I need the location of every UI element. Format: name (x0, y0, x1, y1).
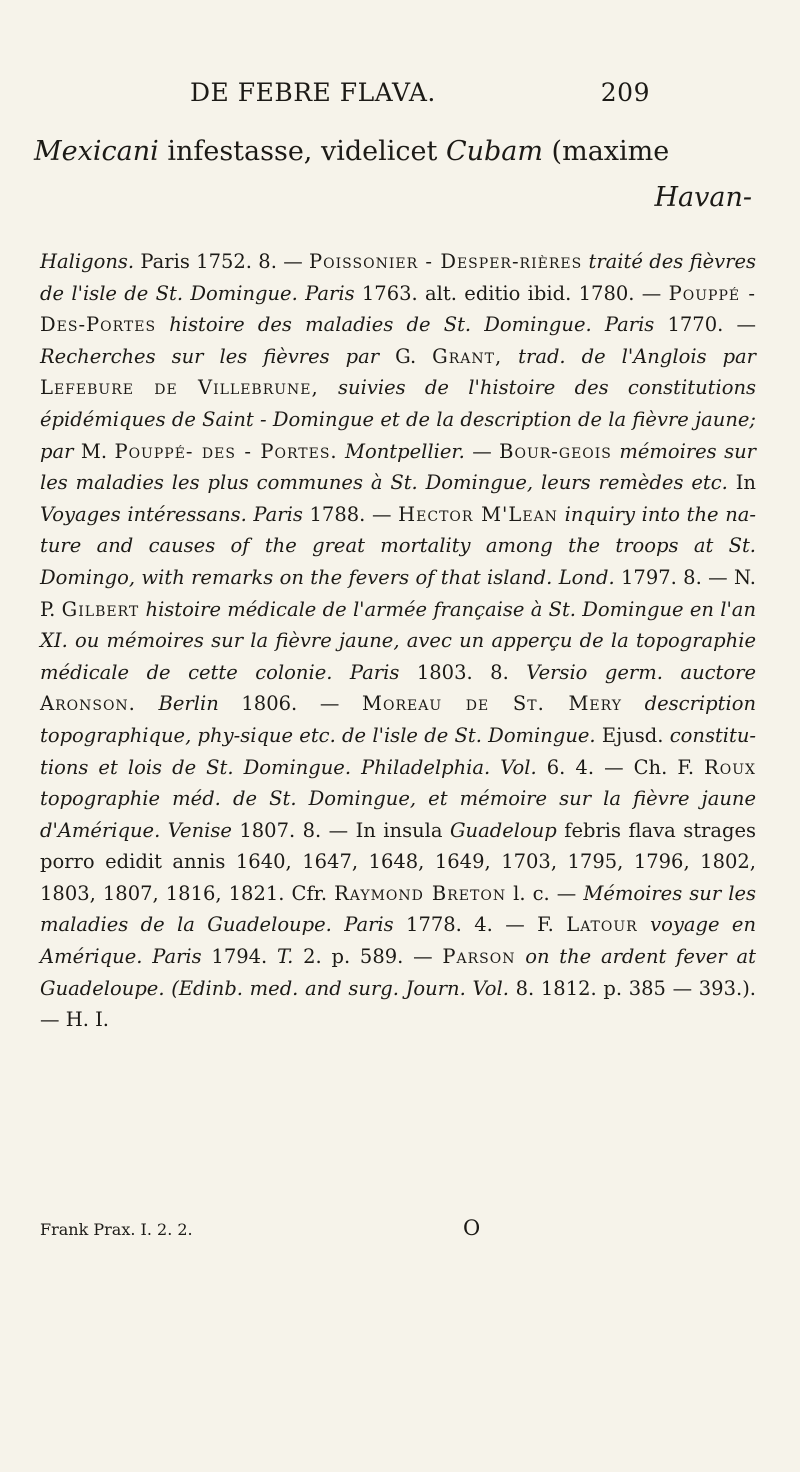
author-name: Raymond Breton (334, 881, 507, 905)
author-name: Pouppé - Des-Portes (40, 281, 756, 337)
text-run: 1788. — (302, 502, 399, 526)
author-name: Gilbert (61, 597, 140, 621)
author-name: Pouppé- des - Portes. (114, 439, 338, 463)
title-run: Voyages intéressans. Paris (40, 502, 303, 526)
author-name: Moreau de St. Mery (362, 692, 622, 716)
word-cubam: Cubam (445, 136, 543, 167)
author-name: Latour (566, 913, 638, 937)
text-run: — (464, 439, 500, 463)
author-name: Parson (442, 945, 516, 969)
text-run: Haligons. (40, 250, 135, 273)
printer-signature: Frank Prax. I. 2. 2. (40, 1220, 193, 1239)
text-run: febris flava strages porro edidit annis 1640, 1647, 1648, 1649, 1703, 1795, 1796, 1802, 1803, 1807, 1816, 1821. Cfr. (40, 818, 757, 905)
text-run: 1797. 8. — N. P. (40, 565, 756, 621)
title-run: topographie méd. de St. Domingue, et mémoire sur la fièvre jaune d'Amérique. Venise (40, 787, 756, 842)
title-run: inquiry into the na-ture and causes of the great mortality among the troops at St. Domingo, with remarks on the fevers of that island. Lond. (40, 502, 756, 589)
word-havan: Havan- (654, 182, 752, 213)
text-run: 8. 1812. p. 385 — 393.). — H. I. (40, 976, 756, 1032)
word-mexicani: Mexicani (34, 136, 159, 167)
author-name: Roux (704, 755, 756, 779)
lead-line-1 (34, 136, 752, 167)
title-run: suivies de l'histoire des constitutions épidémiques de Saint - Domingue et de la description de la fièvre jaune; par (40, 376, 757, 463)
title-run: Mémoires sur les maladies de la Guadeloupe. Paris (40, 881, 756, 937)
text-run: 1794. (201, 945, 278, 969)
title-run: T. (277, 945, 294, 969)
title-run: Guadeloup (449, 818, 557, 842)
author-name: Lefebure de Villebrune, (40, 376, 319, 400)
page-number: 209 (600, 78, 650, 107)
text-run: G. (379, 344, 433, 368)
title-run: Montpellier. (337, 439, 465, 463)
title-run: histoire des maladies de St. Domingue. Paris (156, 313, 655, 337)
title-run: constitu-tions et lois de St. Domingue. Philadelphia. Vol. (40, 723, 757, 779)
text-run: 1778. 4. — F. (393, 913, 567, 937)
lead-line-2 (34, 182, 752, 213)
title-run: Berlin (135, 692, 219, 716)
author-name: Hector M'Lean (398, 502, 558, 526)
text-run: 1807. 8. — In insula (231, 818, 450, 842)
title-run: mémoires sur les maladies les plus communes à St. Domingue, leurs remèdes etc. (40, 439, 757, 495)
title-run: voyage en Amérique. Paris (40, 913, 757, 969)
text-run: 6. 4. — Ch. F. (536, 755, 705, 779)
title-run: description topographique, phy-sique etc. de l'isle de St. Domingue. (40, 692, 756, 747)
text-run: In (727, 471, 756, 495)
text-run: 1763. alt. editio ibid. 1780. — (354, 281, 669, 305)
bibliography-paragraph (40, 246, 756, 1036)
gathering-mark: O (463, 1216, 481, 1240)
title-run: Versio germ. auctore (526, 660, 756, 684)
title-run: traité des fièvres de l'isle de St. Domingue. (40, 250, 757, 305)
author-name: Aronson. (40, 692, 136, 716)
text-run: Paris 1752. 8. — (134, 250, 310, 273)
title-run: trad. de l'Anglois par (502, 344, 756, 368)
lead-text-b: (maxime (542, 136, 670, 167)
author-name: Grant, (432, 344, 503, 368)
text-run: Ejusd. (595, 723, 670, 747)
text-run: 1806. — (218, 692, 363, 716)
title-run: on the ardent fever at Guadeloupe. (Edinb. med. and surg. Journ. Vol. (40, 945, 756, 1000)
text-run: M. (73, 439, 115, 463)
bibliography-text (40, 246, 756, 1036)
text-run: 1803. 8. (399, 660, 527, 684)
running-head-title: DE FEBRE FLAVA. (190, 78, 436, 107)
title-run: histoire médicale de l'armée française à St. Domingue en l'an XI. ou mémoires sur la fièvre jaune, avec un apperçu de la topographie médicale de cette colonie. Paris (40, 597, 756, 684)
author-name: Bour-geois (499, 439, 612, 463)
text-run: l. c. — (506, 881, 584, 905)
text-run: 2. p. 589. — (293, 945, 443, 969)
author-name: Poissonier - Desper-rières (309, 250, 583, 273)
lead-text-a: infestasse, videlicet (158, 136, 446, 167)
text-run: 1770. — (654, 313, 756, 337)
title-run: Recherches sur les fièvres par (40, 344, 380, 368)
title-run: Paris (305, 281, 355, 305)
